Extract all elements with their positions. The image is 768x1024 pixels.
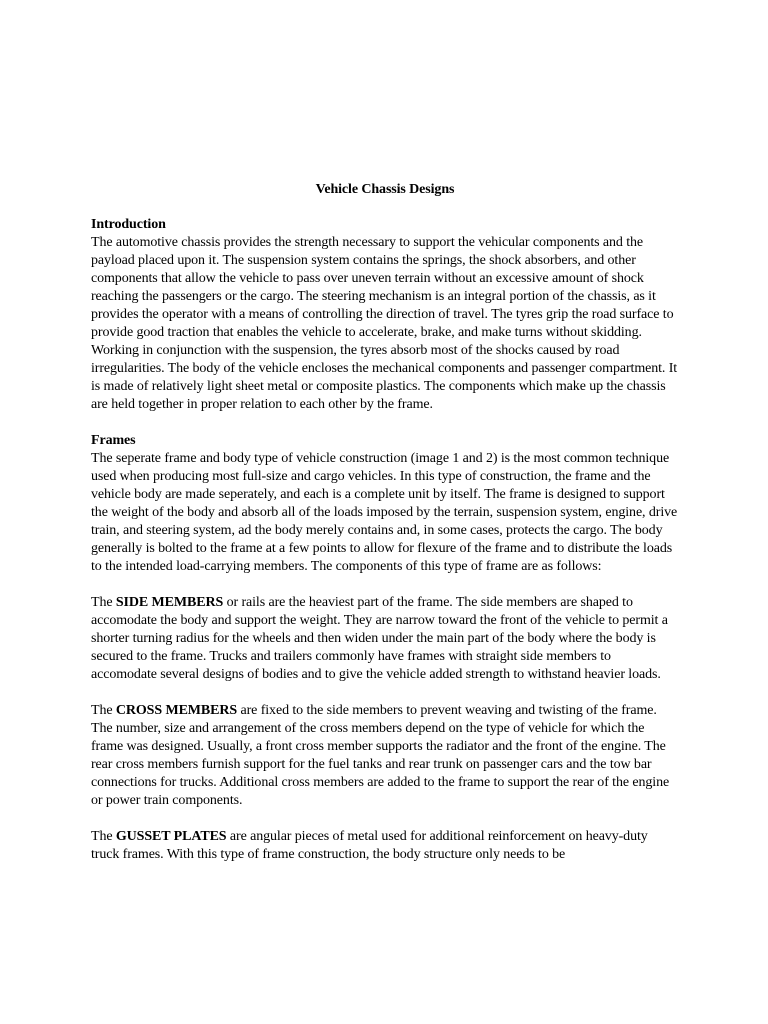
side-members-text: or rails are the heaviest part of the frame. The side members are shaped to accomodate the body and support the weight. They are narrow toward the front of the vehicle to permit a shorter turning radius for the wheels and then widen under the main part of the body where the body is secured to the frame. Trucks and trailers commonly have frames with straight side members to accomodate several designs of bodies and to give the vehicle added strength to withstand heavier loads. [91, 595, 668, 682]
cross-members-text: are fixed to the side members to prevent weaving and twisting of the frame. The number, size and arrangement of the cross members depend on the type of vehicle for which the frame was designed. Usually, a front cross member supports the radiator and the front of the engine. The rear cross members furnish support for the fuel tanks and rear trunk on passenger cars and the tow bar connections for trucks. Additional cross members are added to the frame to support the rear of the engine or power train components. [91, 703, 670, 808]
spacer [91, 684, 679, 702]
spacer [91, 576, 679, 594]
spacer [91, 199, 679, 216]
spacer [91, 414, 679, 432]
frames-heading: Frames [91, 433, 136, 448]
gusset-plates-term: GUSSET PLATES [115, 829, 227, 844]
frames-paragraph: The seperate frame and body type of vehicle construction (image 1 and 2) is the most common technique used when producing most full-size and cargo vehicles. In this type of construction, the frame and the vehicle body are made seperately, and each is a complete unit by itself. The frame is designed to support the weight of the body and absorb all of the loads imposed by the terrain, suspension system, engine, drive train, and steering system, ad the body merely contains and, in some cases, protects the cargo. The body generally is bolted to the frame at a few points to allow for flexure of the frame and to distribute the loads to the intended load-carrying members. The components of this type of frame are as follows: [91, 451, 678, 574]
gusset-plates-prefix: The [91, 829, 116, 844]
introduction-heading: Introduction [91, 217, 166, 232]
introduction-paragraph: The automotive chassis provides the strength necessary to support the vehicular components and the payload placed upon it. The suspension system contains the springs, the shock absorbers, and other components that allow the vehicle to pass over uneven terrain without an excessive amount of shock reaching the passengers or the cargo. The steering mechanism is an integral portion of the chassis, as it provides the operator with a means of controlling the direction of travel. The tyres grip the road surface to provide good traction that enables the vehicle to accelerate, brake, and make turns without skidding. Working in conjunction with the suspension, the tyres absorb most of the shocks caused by road irregularities. The body of the vehicle encloses the mechanical components and passenger compartment. It is made of relatively light sheet metal or composite plastics. The components which make up the chassis are held together in proper relation to each other by the frame. [91, 235, 678, 412]
cross-members-term: CROSS MEMBERS [115, 703, 238, 718]
side-members-paragraph [91, 594, 679, 684]
gusset-plates-paragraph [91, 828, 679, 864]
cross-members-paragraph [91, 702, 679, 810]
document-content [91, 181, 679, 864]
document-title: Vehicle Chassis Designs [315, 182, 455, 197]
cross-members-prefix: The [91, 703, 116, 718]
gusset-plates-text: are angular pieces of metal used for additional reinforcement on heavy-duty truck frames. With this type of frame construction, the body structure only needs to be [91, 829, 648, 862]
side-members-prefix: The [91, 595, 116, 610]
side-members-term: SIDE MEMBERS [115, 595, 224, 610]
spacer [91, 810, 679, 828]
